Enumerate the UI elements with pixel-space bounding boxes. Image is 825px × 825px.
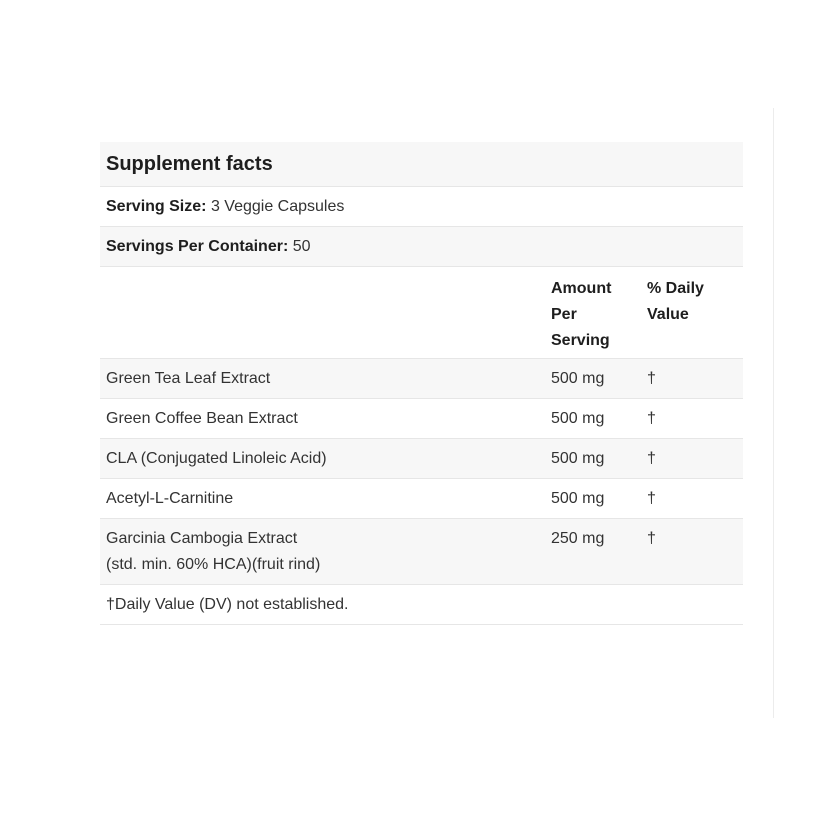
ingredient-row — [100, 519, 743, 585]
servings-per-container-label: Servings Per Container: — [106, 237, 289, 255]
ingredient-row — [100, 399, 743, 439]
ingredient-name: Garcinia Cambogia Extract — [106, 530, 298, 547]
ingredient-name: CLA (Conjugated Linoleic Acid) — [106, 450, 327, 467]
header-amount-line2: Per — [551, 306, 577, 323]
header-dv-cell — [647, 276, 737, 358]
ingredient-dv: † — [647, 410, 656, 427]
ingredient-amount: 500 mg — [551, 410, 605, 427]
ingredient-name: Green Tea Leaf Extract — [106, 370, 271, 387]
servings-per-container-row — [100, 227, 743, 267]
ingredient-amount: 500 mg — [551, 450, 605, 467]
footnote: †Daily Value (DV) not established. — [106, 595, 349, 613]
ingredient-name: Acetyl-L-Carnitine — [106, 490, 234, 507]
serving-size-label: Serving Size: — [106, 197, 207, 215]
column-header-row — [100, 267, 743, 359]
ingredient-dv: † — [647, 490, 656, 507]
header-amount-line3: Serving — [551, 332, 610, 349]
serving-size-row — [100, 187, 743, 227]
header-dv-line2: Value — [647, 306, 689, 323]
ingredient-name: Green Coffee Bean Extract — [106, 410, 298, 427]
right-divider — [773, 108, 774, 718]
supplement-facts-table — [100, 142, 743, 625]
ingredient-amount: 500 mg — [551, 490, 605, 507]
ingredient-amount: 500 mg — [551, 370, 605, 387]
servings-per-container-value: 50 — [292, 237, 311, 255]
header-name-cell — [100, 276, 551, 358]
ingredient-row — [100, 479, 743, 519]
serving-size-value: 3 Veggie Capsules — [210, 197, 345, 215]
facts-title-row — [100, 142, 743, 187]
ingredient-row — [100, 439, 743, 479]
ingredient-dv: † — [647, 450, 656, 467]
ingredient-row — [100, 359, 743, 399]
footnote-row — [100, 585, 743, 625]
ingredient-amount: 250 mg — [551, 530, 605, 547]
header-amount-cell — [551, 276, 647, 358]
header-dv-line1: % Daily — [647, 280, 704, 297]
facts-title: Supplement facts — [106, 152, 273, 175]
header-amount-line1: Amount — [551, 280, 612, 297]
ingredient-name-detail: (std. min. 60% HCA)(fruit rind) — [106, 556, 321, 573]
ingredient-dv: † — [647, 530, 656, 547]
ingredient-name-cell — [100, 526, 551, 584]
ingredient-dv: † — [647, 370, 656, 387]
